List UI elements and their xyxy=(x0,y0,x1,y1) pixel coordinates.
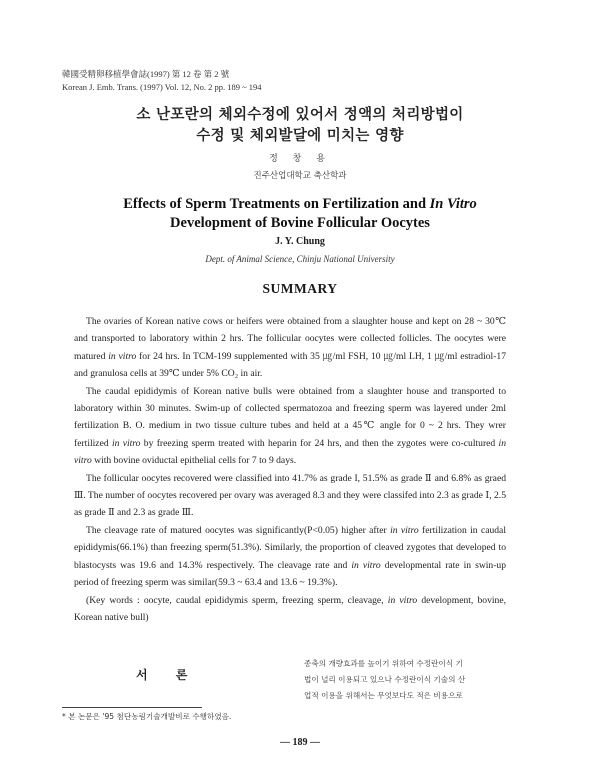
text-run: for 24 hrs. In TCM-199 supplemented with 35 ㎍/ml FSH, 10 ㎍/ml LH, 1 ㎍/ml estradiol-17 and granulosa cells at 39℃ under 5% CO₂ in air. xyxy=(74,350,507,380)
page-number: — 189 — xyxy=(280,737,320,748)
italic-term: in vitro xyxy=(351,559,381,571)
italic-term: in vitro xyxy=(390,524,419,536)
italic-term: in vitro xyxy=(108,350,137,362)
introduction-line: 법이 널리 이용되고 있으나 수정란이식 기술의 산 xyxy=(304,675,466,684)
title-english-italic: In Vitro xyxy=(429,196,477,212)
title-english-line-2: Development of Bovine Follicular Oocytes xyxy=(170,215,430,231)
keywords xyxy=(74,592,506,627)
abstract-body xyxy=(74,313,506,626)
title-korean-line-1: 소 난포란의 체외수정에 있어서 정액의 처리방법이 xyxy=(136,107,464,123)
text-run: The caudal epididymis of Korean native bulls were obtained from a slaughter house and transported to laboratory within 30 minutes. Swim-up of collected spermatozoa and freezing sperm was layered under 2ml fertilization B. O. medium in two tissue culture tubes and held at a 45℃ angle for 0 ~ 2 hrs. They wrer fertilized xyxy=(74,385,506,449)
introduction-line: 업적 이용을 위해서는 무엇보다도 적은 비용으로 xyxy=(304,691,463,700)
text-run: fertilization in caudal epididymis(66.1%) than freezing sperm(51.3%). Similarly, the proportion of cleaved zygotes that developed to blastocysts was 19.6 and 14.3% respectively. The cleavage rate and xyxy=(74,524,506,571)
footnote: * 본 논문은 '95 첨단농림기술개발비로 수행하였음. xyxy=(62,712,232,721)
author-english: J. Y. Chung xyxy=(275,236,325,247)
journal-citation-english: Korean J. Emb. Trans. (1997) Vol. 12, No. 2 pp. 189 ~ 194 xyxy=(62,82,262,92)
introduction-heading: 서 론 xyxy=(136,668,200,682)
affiliation-english: Dept. of Animal Science, Chinju National University xyxy=(205,254,395,264)
text-run: developmental rate in swin-up period of freezing sperm was similar(59.3 ~ 63.4 and 13.6 ~ 19.3%). xyxy=(74,559,507,589)
italic-term: in vitro xyxy=(74,437,506,467)
text-run: by freezing sperm treated with heparin for 24 hrs, and then the zygotes were co-cultured xyxy=(140,437,499,449)
footnote-divider xyxy=(62,707,202,708)
abstract-paragraph-2 xyxy=(74,383,506,470)
title-korean-line-2: 수정 및 체외발달에 미치는 영향 xyxy=(196,128,404,144)
italic-term: in vitro xyxy=(387,594,418,606)
affiliation-korean: 진주산업대학교 축산학과 xyxy=(253,171,347,181)
text-run: The ovaries of Korean native cows or heifers were obtained from a slaughter house and kept on 28 ~ 30℃ and transported to laboratory within 2 hrs. The follicular oocytes were collected follicles. The oocytes were matured xyxy=(74,316,506,362)
text-run: development, bovine, Korean native bull) xyxy=(74,594,507,623)
abstract-paragraph-1 xyxy=(74,313,506,383)
abstract-paragraph-3: The follicular oocytes recovered were classified into 41.7% as grade I, 51.5% as grade Ⅱ and 6.8% as graed Ⅲ. The number of oocytes recovered per ovary was averaged 8.3 and they were classifed into 2.3 as grade Ⅰ, 2.5 as grade Ⅱ and 2.3 as grade Ⅲ. xyxy=(74,472,506,519)
italic-term: in vitro xyxy=(111,437,141,449)
introduction-text xyxy=(304,656,508,704)
abstract-paragraph-4 xyxy=(74,522,506,592)
title-english-line-1 xyxy=(0,196,600,213)
text-run: (Key words : oocyte, caudal epididymis sperm, freezing sperm, cleavage, xyxy=(86,594,388,606)
author-korean: 정 창 용 xyxy=(269,154,331,164)
text-run: with bovine oviductal epithelial cells for 7 to 9 days. xyxy=(91,455,297,467)
title-english-part: Effects of Sperm Treatments on Fertilization and xyxy=(123,196,430,212)
introduction-line: 종축의 개량효과를 높이기 위하여 수정란이식 기 xyxy=(304,659,463,668)
summary-heading: SUMMARY xyxy=(262,281,338,296)
journal-header xyxy=(62,68,262,94)
text-run: The cleavage rate of matured oocytes was significantly(P<0.05) higher after xyxy=(86,524,391,536)
journal-citation-korean: 韓國受精卵移植學會誌(1997) 第 12 卷 第 2 號 xyxy=(62,69,230,79)
